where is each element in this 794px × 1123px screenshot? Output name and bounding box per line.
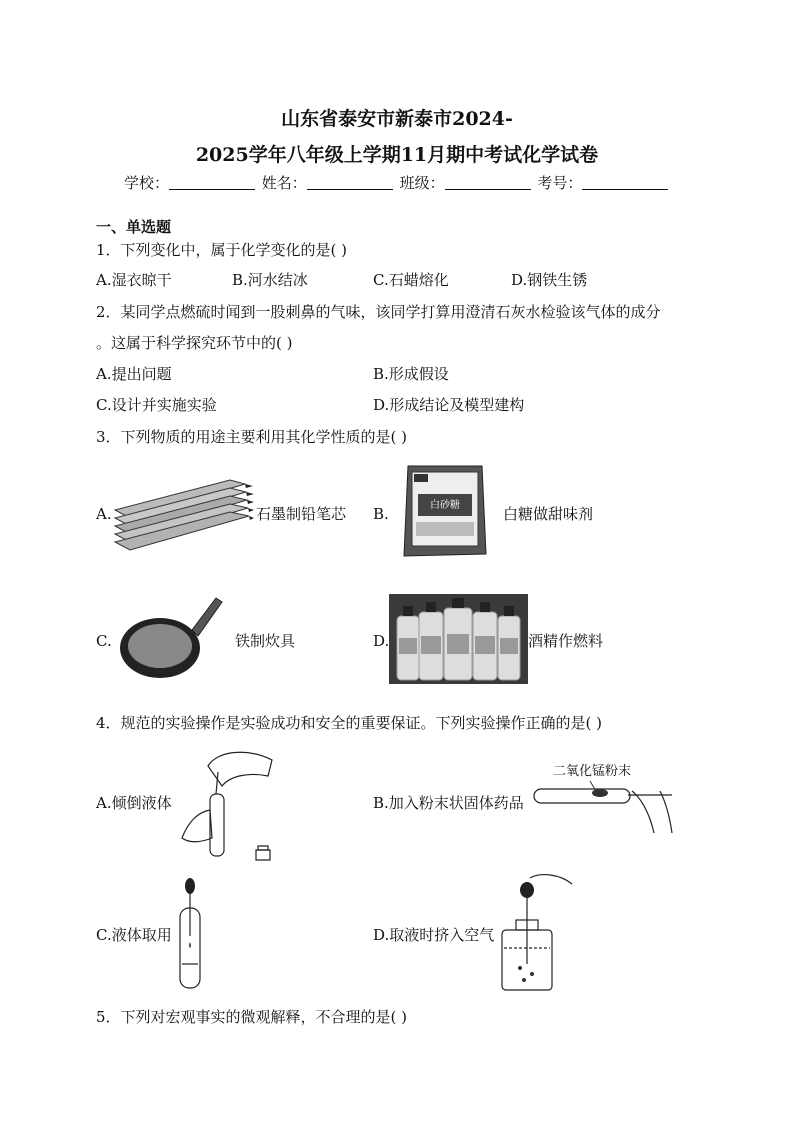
class-label: 班级： (399, 174, 445, 192)
dropper-bottle-image (496, 868, 576, 994)
q2-stem-line-1: 2．某同学点燃硫时闻到一股刺鼻的气味，该同学打算用澄清石灰水检验该气体的成分 (96, 303, 661, 321)
q2-stem-line-2: 。这属于科学探究环节中的( ) (96, 334, 293, 352)
q1-stem: 1．下列变化中，属于化学变化的是( ) (96, 241, 348, 259)
q3-option-d-text: 酒精作燃料 (528, 632, 604, 650)
q3-option-d-letter[interactable]: D. (373, 632, 390, 650)
q3-option-c-text: 铁制炊具 (235, 632, 296, 650)
q3-option-b-text: 白糖做甜味剂 (503, 505, 594, 523)
q2-option-c[interactable]: C.设计并实施实验 (96, 396, 217, 414)
school-label: 学校： (124, 174, 170, 192)
alcohol-bottles-image (389, 594, 528, 684)
title-line-2: 2025学年八年级上学期11月期中考试化学试卷 (195, 144, 599, 166)
q1-option-b[interactable]: B.河水结冰 (232, 271, 308, 289)
q2-option-a[interactable]: A.提出问题 (96, 365, 172, 383)
number-blank[interactable] (582, 175, 668, 190)
q4-stem: 4．规范的实验操作是实验成功和安全的重要保证。下列实验操作正确的是( ) (96, 714, 603, 732)
title-line-1: 山东省泰安市新泰市2024- (281, 108, 513, 130)
frying-pan-image (116, 592, 226, 684)
q4-option-b[interactable]: B.加入粉末状固体药品 (373, 794, 524, 812)
q3-option-c-letter[interactable]: C. (96, 632, 112, 650)
q4-option-d[interactable]: D.取液时挤入空气 (373, 926, 495, 944)
q4-option-a[interactable]: A.倾倒液体 (96, 794, 172, 812)
q3-option-b-letter[interactable]: B. (373, 505, 389, 523)
class-blank[interactable] (445, 175, 531, 190)
q1-option-d[interactable]: D.钢铁生锈 (511, 271, 588, 289)
info-line (124, 172, 670, 193)
sugar-bag-image (402, 462, 488, 560)
q2-option-d[interactable]: D.形成结论及模型建构 (373, 396, 525, 414)
q5-stem: 5．下列对宏观事实的微观解释，不合理的是( ) (96, 1008, 408, 1026)
pour-liquid-image (178, 742, 282, 862)
dropper-tube-image (170, 876, 210, 992)
number-label: 考号： (537, 174, 583, 192)
sugar-bag-label: 白砂糖 (430, 500, 460, 511)
name-label: 姓名： (261, 174, 307, 192)
pencils-image (110, 470, 255, 555)
q1-option-a[interactable]: A.湿衣晾干 (96, 271, 172, 289)
powder-test-tube-image (532, 775, 674, 837)
manganese-dioxide-label: 二氧化锰粉末 (553, 764, 632, 779)
q3-option-a-letter[interactable]: A. (96, 505, 112, 523)
school-blank[interactable] (169, 175, 255, 190)
q3-option-a-text: 石墨制铅笔芯 (256, 505, 347, 523)
name-blank[interactable] (307, 175, 393, 190)
section-heading: 一、单选题 (96, 218, 172, 236)
q3-stem: 3．下列物质的用途主要利用其化学性质的是( ) (96, 428, 408, 446)
q4-option-c[interactable]: C.液体取用 (96, 926, 172, 944)
q1-option-c[interactable]: C.石蜡熔化 (373, 271, 449, 289)
q2-option-b[interactable]: B.形成假设 (373, 365, 449, 383)
